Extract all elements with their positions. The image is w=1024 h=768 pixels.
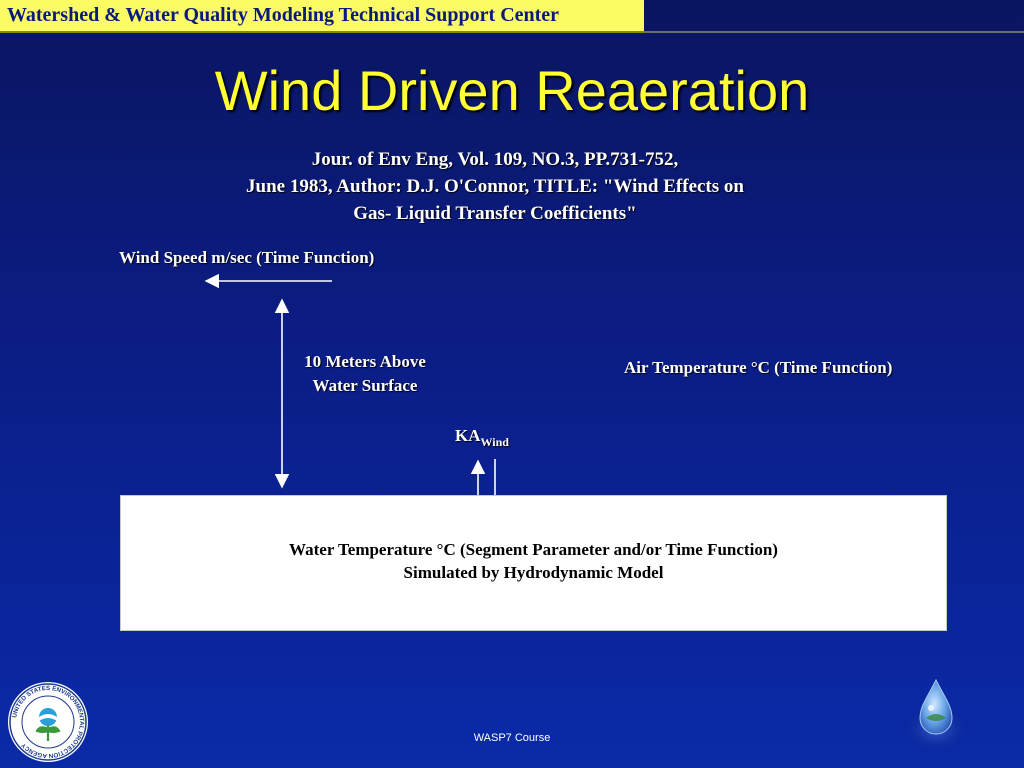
epa-seal-text: UNITED STATES ENVIRONMENTAL PROTECTION AGENCY [11,684,86,760]
citation-line: June 1983, Author: D.J. O'Connor, TITLE: "Wind Effects on [246,176,744,197]
water-box-line: Simulated by Hydrodynamic Model [403,563,664,582]
slide-title: Wind Driven Reaeration [214,59,810,122]
ka-main-text: KA [455,426,481,445]
water-box-line: Water Temperature °C (Segment Parameter and/or Time Function) [289,540,778,559]
citation-line: Jour. of Env Eng, Vol. 109, NO.3, PP.731-752, [311,149,679,170]
epa-seal-icon [7,681,89,768]
water-drop-logo-icon [898,674,974,759]
ka-subscript: Wind [480,435,509,449]
height-label-line: Water Surface [312,376,418,395]
wind-speed-label: Wind Speed m/sec (Time Function) [119,248,375,267]
ka-wind-label [455,426,509,449]
air-temperature-label: Air Temperature °C (Time Function) [624,358,893,377]
footer-course-label: WASP7 Course [473,732,551,744]
water-box-text [121,538,946,584]
header-banner-text: Watershed & Water Quality Modeling Technical Support Center [7,4,560,26]
citation-line: Gas- Liquid Transfer Coefficients" [353,203,637,224]
water-body-box [120,495,947,631]
height-label [280,350,450,398]
height-label-line: 10 Meters Above [304,352,426,371]
